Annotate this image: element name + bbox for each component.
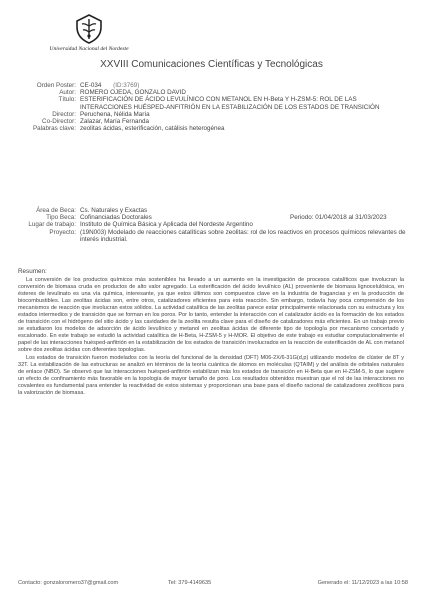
periodo-value: 01/04/2018 al 31/03/2023 — [315, 214, 387, 222]
footer-phone: Tel: 379-4149635 — [168, 580, 212, 586]
orden-code: (ID:3769) — [113, 82, 140, 89]
footer-generated: Generado el: 11/12/2023 a las 10:58 — [317, 580, 408, 586]
proyecto-value: (19N003) Modelado de reacciones catalíticas sobre zeolitas: rol de los reactivos en procesos químicos relevantes de interés industrial. — [80, 228, 406, 243]
area-label: Área de Beca: — [36, 207, 76, 214]
palabras-label: Palabras clave: — [32, 125, 76, 133]
orden-row — [18, 82, 408, 89]
codirector-label: Co-Director: — [42, 118, 76, 126]
tipo-value: Cofinanciadas Doctorales — [80, 214, 152, 222]
resumen-paragraph-2: Los estados de transición fueron modelados con la teoría del funcional de la densidad (DFT) M06-2X/6-31G(d,p) utilizando modelos de clúster de 8T y 32T. La estabilización de las estructuras se analizó en términos de la teoría cuántica de átomos en moléculas (QTAIM) y del análisis de orbitales naturales de enlace (NBO). Se observó que las interacciones huésped-anfitrión estabilizan más los estados de transición en H-Beta que en H-ZSM-5, lo que sugiere un efecto de confinamiento más favorable en la topología de mayor tamaño de poro. Los resultados obtenidos muestran que el rol de las interacciones no covalentes es fundamental para entender la reactividad de estos sistemas y proporcionan una base para el diseño racional de catalizadores zeolíticos para la valorización de biomasa. — [18, 354, 404, 396]
titulo-value: ESTERIFICACIÓN DE ÁCIDO LEVULÍNICO CON METANOL EN H-Beta Y H-ZSM-5: ROL DE LAS INTERACCIONES HUÉSPED-ANFITRIÓN EN LA ESTABILIZACIÓN DE LOS ESTADOS DE TRANSICIÓN — [80, 96, 380, 111]
autor-label: Autor: — [59, 89, 76, 97]
beca-metadata — [18, 207, 408, 243]
autor-value: ROMERO OJEDA, GONZALO DAVID — [80, 89, 186, 97]
proyecto-row — [18, 229, 408, 243]
event-title: XXVIII Comunicaciones Científicas y Tecnológicas — [100, 59, 323, 70]
resumen-heading: Resumen: — [18, 268, 47, 275]
palabras-row — [18, 125, 408, 132]
university-logo — [44, 14, 134, 52]
tipo-row — [18, 214, 408, 221]
area-row — [18, 207, 408, 214]
lugar-label: Lugar de trabajo: — [28, 221, 76, 229]
area-value: Cs. Naturales y Exactas — [80, 207, 148, 214]
periodo — [290, 214, 387, 221]
proyecto-label: Proyecto: — [49, 228, 76, 236]
codirector-row — [18, 118, 408, 125]
palabras-value: zeolitas ácidas, esterificación, catálisis heterogénea — [80, 125, 225, 133]
resumen-body — [18, 277, 404, 397]
titulo-label: Título: — [58, 96, 76, 104]
resumen-paragraph-1: La conversión de los productos químicos más sostenibles ha llevado a un aumento en la investigación de procesos catalíticos que involucran la conversión de biomasa cruda en productos de alto valor agregado. La esterificación del ácido levulínico (AL) proveniente de biomasa lignocelulósica, en ésteres de levulinato es una vía química, interesante, ya que estos últimos son compuestos clave en la industria de fragancias y en la producción de biocombustibles. Las zeolitas ácidas son, entre otros, catalizadores eficientes para esta reacción. Sin embargo, todavía hay poca comprensión de los mecanismos de reacción que involucran estos sólidos. La actividad catalítica de las zeolitas parece estar principalmente relacionada con su estructura y los estados intermedios y de transición que se forman en los poros. Por lo tanto, entender la interacción con el catalizador ácido es la formación de los estados de transición con el hidrógeno del sitio ácido y las cavidades de la zeolita resulta clave para el diseño de catalizadores más eficientes. En un trabajo previo se estudiaron los modelos de adsorción de ácido levulínico y metanol en zeolitas ácidas de diferente tipo de topología por mecanismo concertado y escalonado. En este trabajo se estudió la actividad catalítica de H-Beta, H-ZSM-5 y H-MOR. El objetivo de este trabajo es estudiar computacionalmente el papel de las interacciones huésped-anfitrión en la estabilización de los estados de transición involucrados en la reacción de esterificación de AL con metanol sobre dos zeolitas ácidas con diferentes topologías. — [18, 277, 404, 354]
titulo-row — [18, 96, 408, 110]
lugar-row — [18, 221, 408, 228]
periodo-label: Periodo: — [290, 214, 314, 222]
director-label: Director: — [52, 110, 76, 118]
tipo-label: Tipo Beca: — [46, 214, 76, 222]
lugar-value: Instituto de Química Básica y Aplicada del Nordeste Argentino — [80, 221, 253, 229]
university-crest-icon — [74, 14, 104, 44]
orden-label: Orden Poster: — [36, 82, 76, 89]
author-metadata — [18, 82, 408, 132]
codirector-value: Zalazar, María Fernanda — [80, 118, 149, 126]
footer-contact: Contacto: gonzaloromero37@gmail.com — [18, 580, 119, 586]
director-value: Peruchena, Nélida María — [80, 110, 150, 118]
director-row — [18, 111, 408, 118]
university-name: Universidad Nacional del Nordeste — [49, 46, 129, 52]
orden-value: CE-034 — [80, 82, 102, 89]
